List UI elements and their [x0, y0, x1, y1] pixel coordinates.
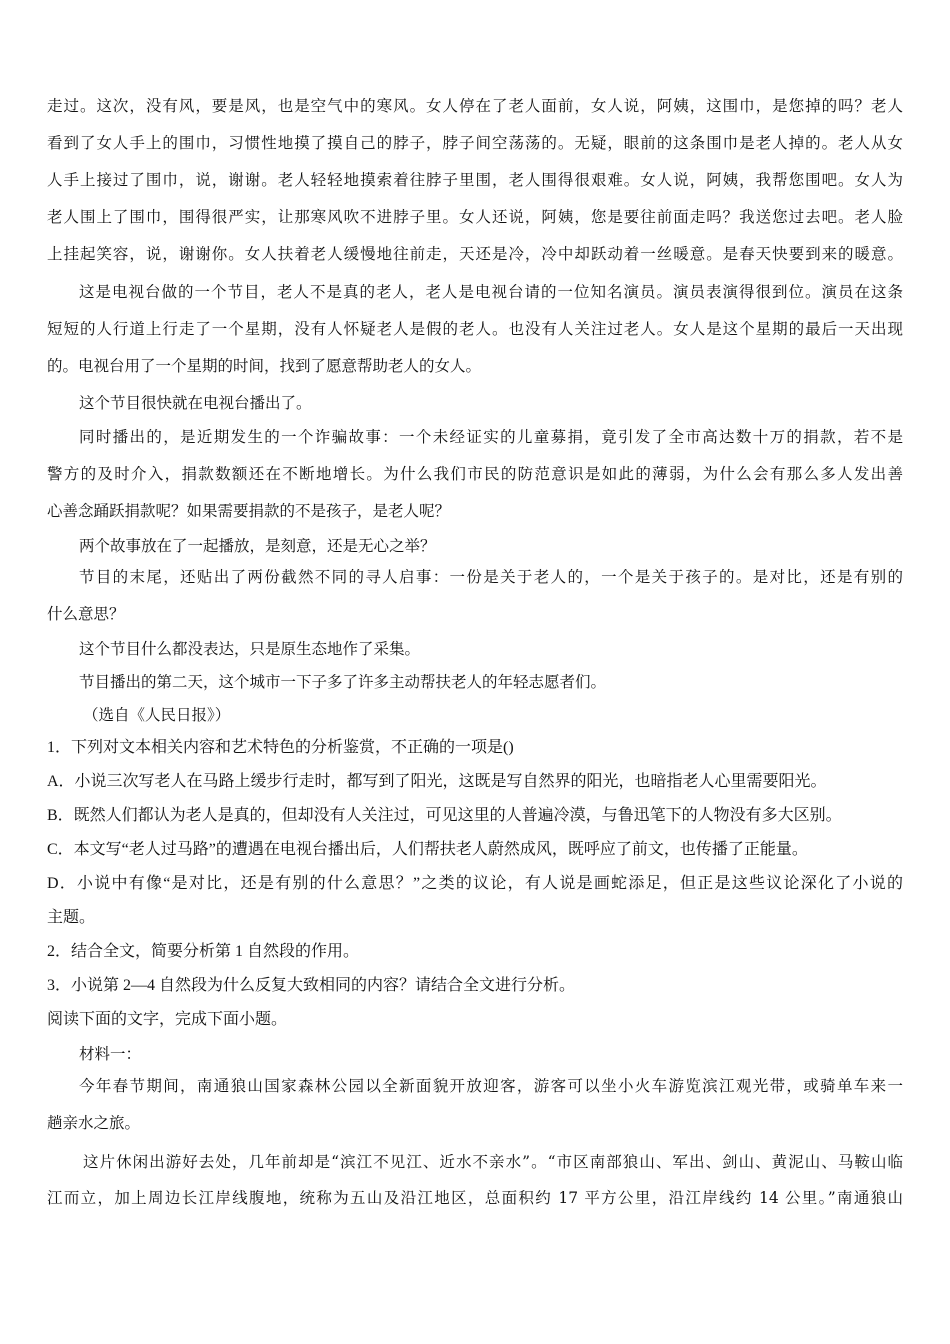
question-1-option-d-line-1: D．小说中有像“是对比，还是有别的什么意思？”之类的议论，有人说是画蛇添足，但正是这些议论深化了小说的	[47, 875, 903, 892]
question-1-option-d-line-2: 主题。	[47, 909, 96, 926]
section-intro: 阅读下面的文字，完成下面小题。	[47, 1011, 288, 1028]
story-p4-line-3: 心善念踊跃捐款呢？如果需要捐款的不是孩子，是老人呢？	[47, 502, 451, 520]
story-p6-line-2: 什么意思？	[47, 605, 125, 623]
story-p1-line-5: 上挂起笑容，说，谢谢你。女人扶着老人缓慢地往前走，天还是冷，冷中却跃动着一丝暖意。是春天快要到来的暖意。	[47, 245, 903, 263]
story-source: （选自《人民日报》）	[83, 706, 231, 724]
story-p1-line-1: 走过。这次，没有风，要是风，也是空气中的寒风。女人停在了老人面前，女人说，阿姨，这围巾，是您掉的吗？老人	[47, 97, 903, 115]
story-p2-line-1: 这是电视台做的一个节目，老人不是真的老人，老人是电视台请的一位知名演员。演员表演得很到位。演员在这条	[79, 283, 903, 301]
story-p2-line-2: 短短的人行道上行走了一个星期，没有人怀疑老人是假的老人。也没有人关注过老人。女人是这个星期的最后一天出现	[47, 320, 903, 338]
material-p1-line-2: 趟亲水之旅。	[47, 1114, 141, 1132]
material-p2-line-1: 这片休闲出游好去处，几年前却是“滨江不见江、近水不亲水”。“市区南部狼山、军出、剑山、黄泥山、马鞍山临	[83, 1153, 903, 1171]
material-label: 材料一：	[79, 1045, 142, 1063]
question-2: 2．结合全文，简要分析第 1 自然段的作用。	[47, 943, 360, 960]
material-p1-line-1: 今年春节期间，南通狼山国家森林公园以全新面貌开放迎客，游客可以坐小火车游览滨江观光带，或骑单车来一	[79, 1077, 903, 1095]
story-p1-line-3: 人手上接过了围巾，说，谢谢。老人轻轻地摸索着往脖子里围，老人围得很艰难。女人说，阿姨，我帮您围吧。女人为	[47, 171, 903, 189]
story-p8: 节目播出的第二天，这个城市一下子多了许多主动帮扶老人的年轻志愿者们。	[79, 673, 607, 691]
story-p6-line-1: 节目的末尾，还贴出了两份截然不同的寻人启事：一份是关于老人的，一个是关于孩子的。是对比，还是有别的	[79, 568, 903, 586]
story-p5: 两个故事放在了一起播放，是刻意，还是无心之举？	[79, 537, 436, 555]
material-p2-line-2: 江而立，加上周边长江岸线腹地，统称为五山及沿江地区，总面积约 17 平方公里，沿江岸线约 14 公里。”南通狼山	[47, 1189, 903, 1207]
question-3: 3．小说第 2—4 自然段为什么反复大致相同的内容？请结合全文进行分析。	[47, 977, 576, 994]
question-1-option-b: B．既然人们都认为老人是真的，但却没有人关注过，可见这里的人普遍冷漠，与鲁迅笔下的人物没有多大区别。	[47, 807, 842, 824]
story-p3: 这个节目很快就在电视台播出了。	[79, 394, 312, 412]
question-1-option-a: A．小说三次写老人在马路上缓步行走时，都写到了阳光，这既是写自然界的阳光，也暗指老人心里需要阳光。	[47, 773, 827, 790]
story-p2-line-3: 的。电视台用了一个星期的时间，找到了愿意帮助老人的女人。	[47, 357, 482, 375]
story-p1-line-4: 老人围上了围巾，围得很严实，让那寒风吹不进脖子里。女人还说，阿姨，您是要往前面走吗？我送您过去吧。老人脸	[47, 208, 903, 226]
question-1: 1．下列对文本相关内容和艺术特色的分析鉴赏，不正确的一项是()	[47, 739, 514, 756]
story-p4-line-2: 警方的及时介入，捐款数额还在不断地增长。为什么我们市民的防范意识是如此的薄弱，为什么会有那么多人发出善	[47, 465, 903, 483]
story-p4-line-1: 同时播出的，是近期发生的一个诈骗故事：一个未经证实的儿童募捐，竟引发了全市高达数十万的捐款，若不是	[79, 428, 903, 446]
story-p1-line-2: 看到了女人手上的围巾，习惯性地摸了摸自己的脖子，脖子间空荡荡的。无疑，眼前的这条围巾是老人掉的。老人从女	[47, 134, 903, 152]
story-p7: 这个节目什么都没表达，只是原生态地作了采集。	[79, 640, 421, 658]
question-1-option-c: C．本文写“老人过马路”的遭遇在电视台播出后，人们帮扶老人蔚然成风，既呼应了前文，也传播了正能量。	[47, 841, 808, 858]
